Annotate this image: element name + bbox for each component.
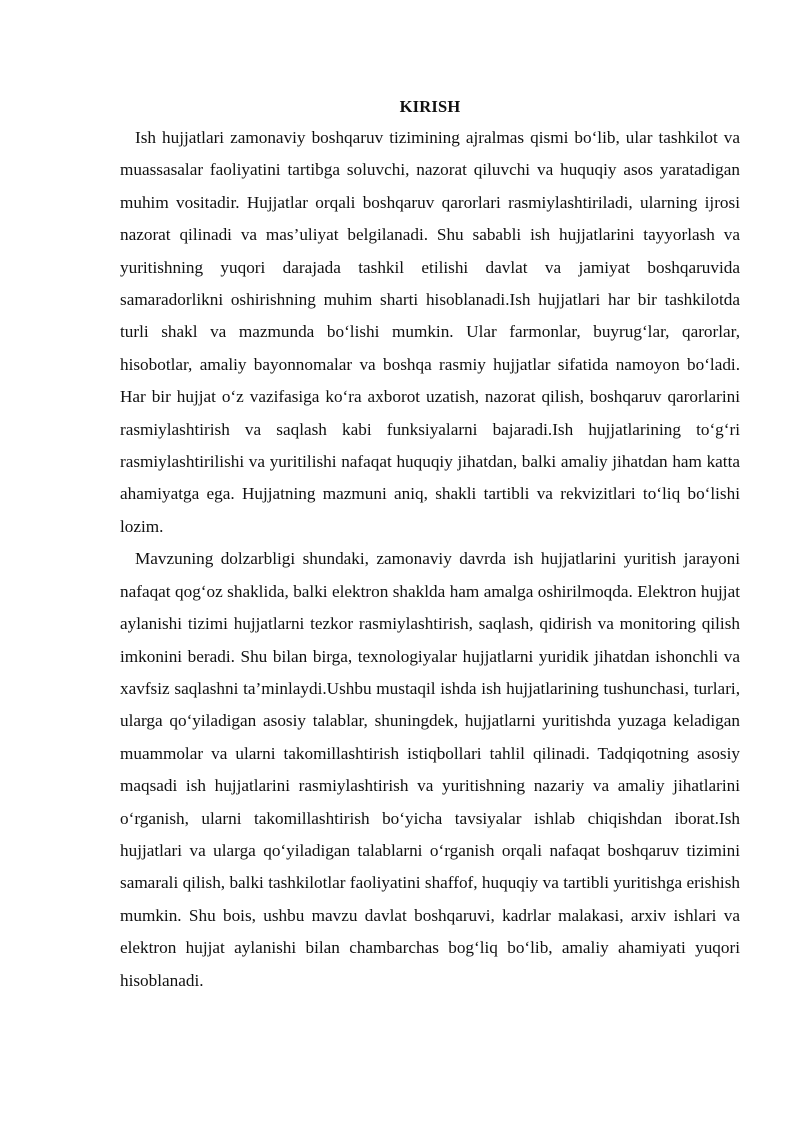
document-body bbox=[120, 92, 740, 997]
paragraph-relevance: Mavzuning dolzarbligi shundaki, zamonaviy davrda ish hujjatlarini yuritish jarayoni nafaqat qog‘oz shaklida, balki elektron shaklda ham amalga oshirilmoqda. Elektron hujjat aylanishi tizimi hujjatlarni tezkor rasmiylashtirish, saqlash, qidirish va monitoring qilish imkonini beradi. Shu bilan birga, texnologiyalar hujjatlarni yuridik jihatdan ishonchli va xavfsiz saqlashni ta’minlaydi.Ushbu mustaqil ishda ish hujjatlarining tushunchasi, turlari, ularga qo‘yiladigan asosiy talablar, shuningdek, hujjatlarni yuritishda yuzaga keladigan muammolar va ularni takomillashtirish istiqbollari tahlil qilinadi. Tadqiqotning asosiy maqsadi ish hujjatlarini rasmiylashtirish va yuritishning nazariy va amaliy jihatlarini o‘rganish, ularni takomillashtirish bo‘yicha tavsiyalar ishlab chiqishdan iborat.Ish hujjatlari va ularga qo‘yiladigan talablarni o‘rganish orqali nafaqat boshqaruv tizimini samarali qilish, balki tashkilotlar faoliyatini shaffof, huquqiy va tartibli yuritishga erishish mumkin. Shu bois, ushbu mavzu davlat boshqaruvi, kadrlar malakasi, arxiv ishlari va elektron hujjat aylanishi bilan chambarchas bog‘liq bo‘lib, amaliy ahamiyati yuqori hisoblanadi. bbox=[120, 549, 740, 990]
paragraph-introduction: Ish hujjatlari zamonaviy boshqaruv tizimining ajralmas qismi bo‘lib, ular tashkilot va muassasalar faoliyatini tartibga soluvchi, nazorat qiluvchi va huquqiy asos yaratadigan muhim vositadir. Hujjatlar orqali boshqaruv qarorlari rasmiylashtiriladi, ularning ijrosi nazorat qilinadi va mas’uliyat belgilanadi. Shu sababli ish hujjatlarini tayyorlash va yuritishning yuqori darajada tashkil etilishi davlat va jamiyat boshqaruvida samaradorlikni oshirishning muhim sharti hisoblanadi.Ish hujjatlari har bir tashkilotda turli shakl va mazmunda bo‘lishi mumkin. Ular farmonlar, buyrug‘lar, qarorlar, hisobotlar, amaliy bayonnomalar va boshqa rasmiy hujjatlar sifatida namoyon bo‘ladi. Har bir hujjat o‘z vazifasiga ko‘ra axborot uzatish, nazorat qilish, boshqaruv qarorlarini rasmiylashtirish va saqlash kabi funksiyalarni bajaradi.Ish hujjatlarining to‘g‘ri rasmiylashtirilishi va yuritilishi nafaqat huquqiy jihatdan, balki amaliy jihatdan ham katta ahamiyatga ega. Hujjatning mazmuni aniq, shakli tartibli va rekvizitlari to‘liq bo‘lishi lozim. bbox=[120, 128, 740, 536]
page-title: KIRISH bbox=[399, 97, 461, 116]
